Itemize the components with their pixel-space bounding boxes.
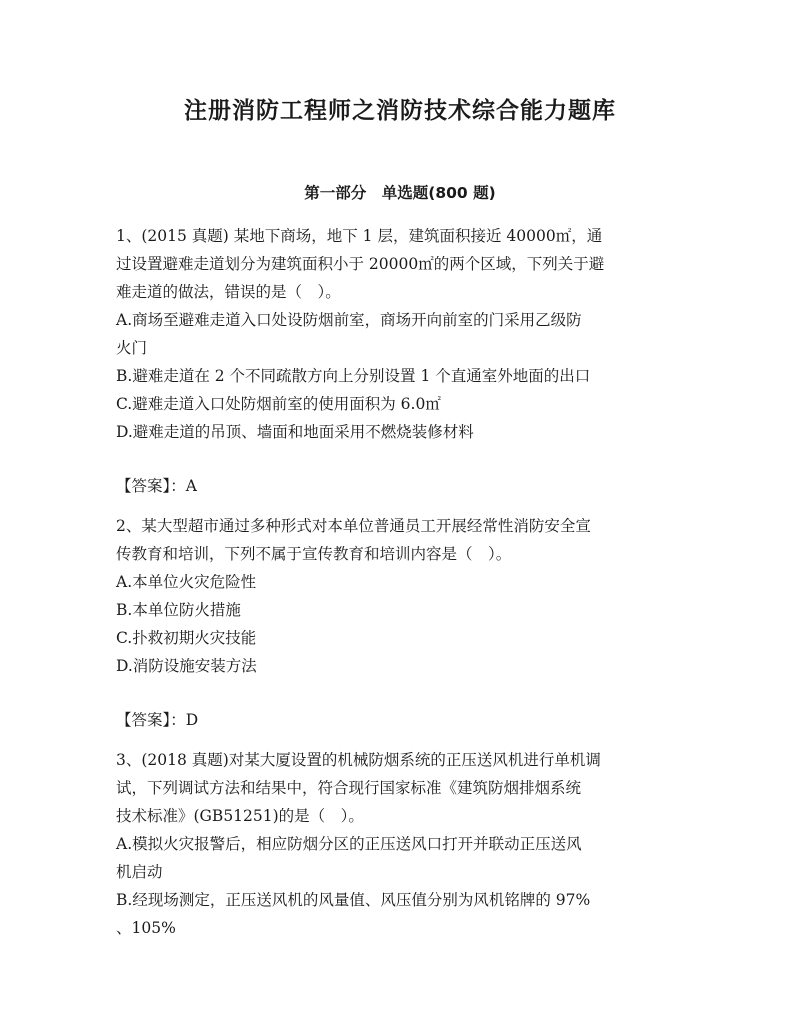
option-d: D.消防设施安装方法 [116, 657, 257, 675]
document-title: 注册消防工程师之消防技术综合能力题库 [184, 98, 616, 124]
question-1 [116, 222, 686, 500]
option-a-continued: 火门 [116, 339, 148, 357]
option-c: C.避难走道入口处防烟前室的使用面积为 6.0㎡ [116, 395, 441, 413]
option-a: A.模拟火灾报警后，相应防烟分区的正压送风口打开并联动正压送风 [116, 835, 582, 853]
option-a: A.商场至避难走道入口处设防烟前室，商场开向前室的门采用乙级防 [116, 311, 582, 329]
answer-label: 【答案】：D [116, 711, 199, 729]
question-stem-line: 2、某大型超市通过多种形式对本单位普通员工开展经常性消防安全宣 [116, 517, 591, 535]
question-stem-line: 3、(2018 真题)对某大厦设置的机械防烟系统的正压送风机进行单机调 [116, 751, 601, 769]
question-stem-line: 试，下列调试方法和结果中，符合现行国家标准《建筑防烟排烟系统 [116, 779, 582, 797]
option-b: B.避难走道在 2 个不同疏散方向上分别设置 1 个直通室外地面的出口 [116, 367, 591, 385]
answer-label: 【答案】：A [116, 477, 197, 495]
section-heading: 第一部分 单选题(800 题) [304, 184, 496, 202]
option-b: B.经现场测定，正压送风机的风量值、风压值分别为风机铭牌的 97% [116, 891, 591, 909]
question-stem-line: 技术标准》(GB51251)的是（ ）。 [116, 807, 364, 825]
question-2 [116, 512, 686, 734]
option-d: D.避难走道的吊顶、墙面和地面采用不燃烧装修材料 [116, 423, 474, 441]
question-stem-line: 难走道的做法，错误的是（ ）。 [116, 283, 341, 301]
option-a-continued: 机启动 [116, 863, 163, 881]
option-a: A.本单位火灾危险性 [116, 573, 257, 591]
option-c: C.扑救初期火灾技能 [116, 629, 257, 647]
question-list [116, 222, 686, 942]
question-stem-line: 传教育和培训，下列不属于宣传教育和培训内容是（ ）。 [116, 545, 512, 563]
option-b: B.本单位防火措施 [116, 601, 241, 619]
question-stem-line: 过设置避难走道划分为建筑面积小于 20000㎡的两个区域，下列关于避 [116, 255, 605, 273]
option-b-continued: 、105% [116, 919, 176, 937]
question-3 [116, 746, 686, 942]
question-stem-line: 1、(2015 真题) 某地下商场，地下 1 层，建筑面积接近 40000㎡，通 [116, 227, 603, 245]
